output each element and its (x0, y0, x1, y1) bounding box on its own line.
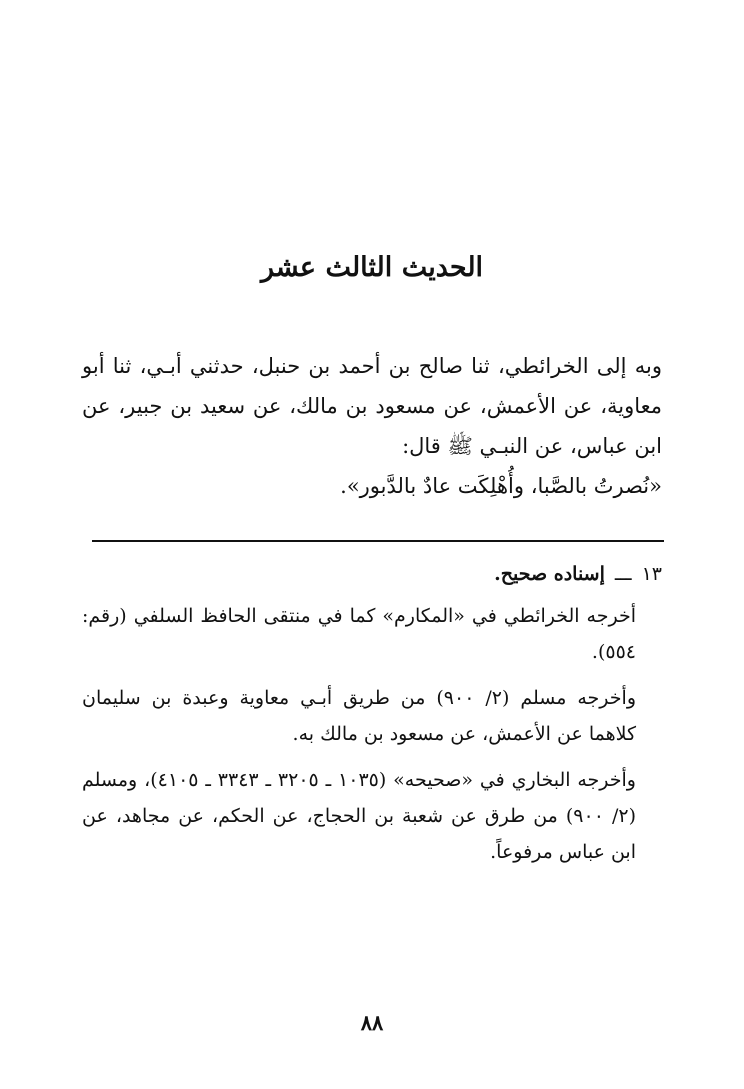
isnad-paragraph: وبه إلى الخرائطي، ثنا صالح بن أحمد بن حنبل، حدثني أبـي، ثنا أبو معاوية، عن الأعمش، عن مسعود بن مالك، عن سعيد بن جبير، عن ابن عباس، عن النبـي ﷺ قال: (82, 354, 662, 458)
footnote-number: ١٣ (641, 563, 662, 585)
page-number: ٨٨ (360, 1010, 384, 1035)
footnotes-section (82, 556, 662, 880)
hadith-quote: «نُصرتُ بالصَّبا، وأُهْلِكَت عادٌ بالدَّبور». (340, 474, 662, 498)
footnote-header (82, 556, 662, 592)
hadith-text (82, 346, 662, 506)
footnote-paragraph: وأخرجه البخاري في «صحيحه» (١٠٣٥ ـ ٣٢٠٥ ـ ٣٣٤٣ ـ ٤١٠٥)، ومسلم (٢/ ٩٠٠) من طرق عن شعبة بن الحجاج، عن الحكم، عن مجاهد، عن ابن عباس مرفوعاً. (82, 769, 636, 863)
page-title: الحديث الثالث عشر (260, 252, 484, 283)
footnote-divider (92, 540, 664, 542)
footnote-paragraph: وأخرجه مسلم (٢/ ٩٠٠) من طريق أبـي معاوية وعبدة بن سليمان كلاهما عن الأعمش، عن مسعود بن مالك به. (82, 687, 636, 745)
footnote-paragraph: أخرجه الخرائطي في «المكارم» كما في منتقى الحافظ السلفي (رقم: ٥٥٤). (82, 605, 636, 663)
footnote-grade: إسناده صحيح. (494, 563, 605, 585)
footnote-dash: ـــ (614, 563, 632, 585)
